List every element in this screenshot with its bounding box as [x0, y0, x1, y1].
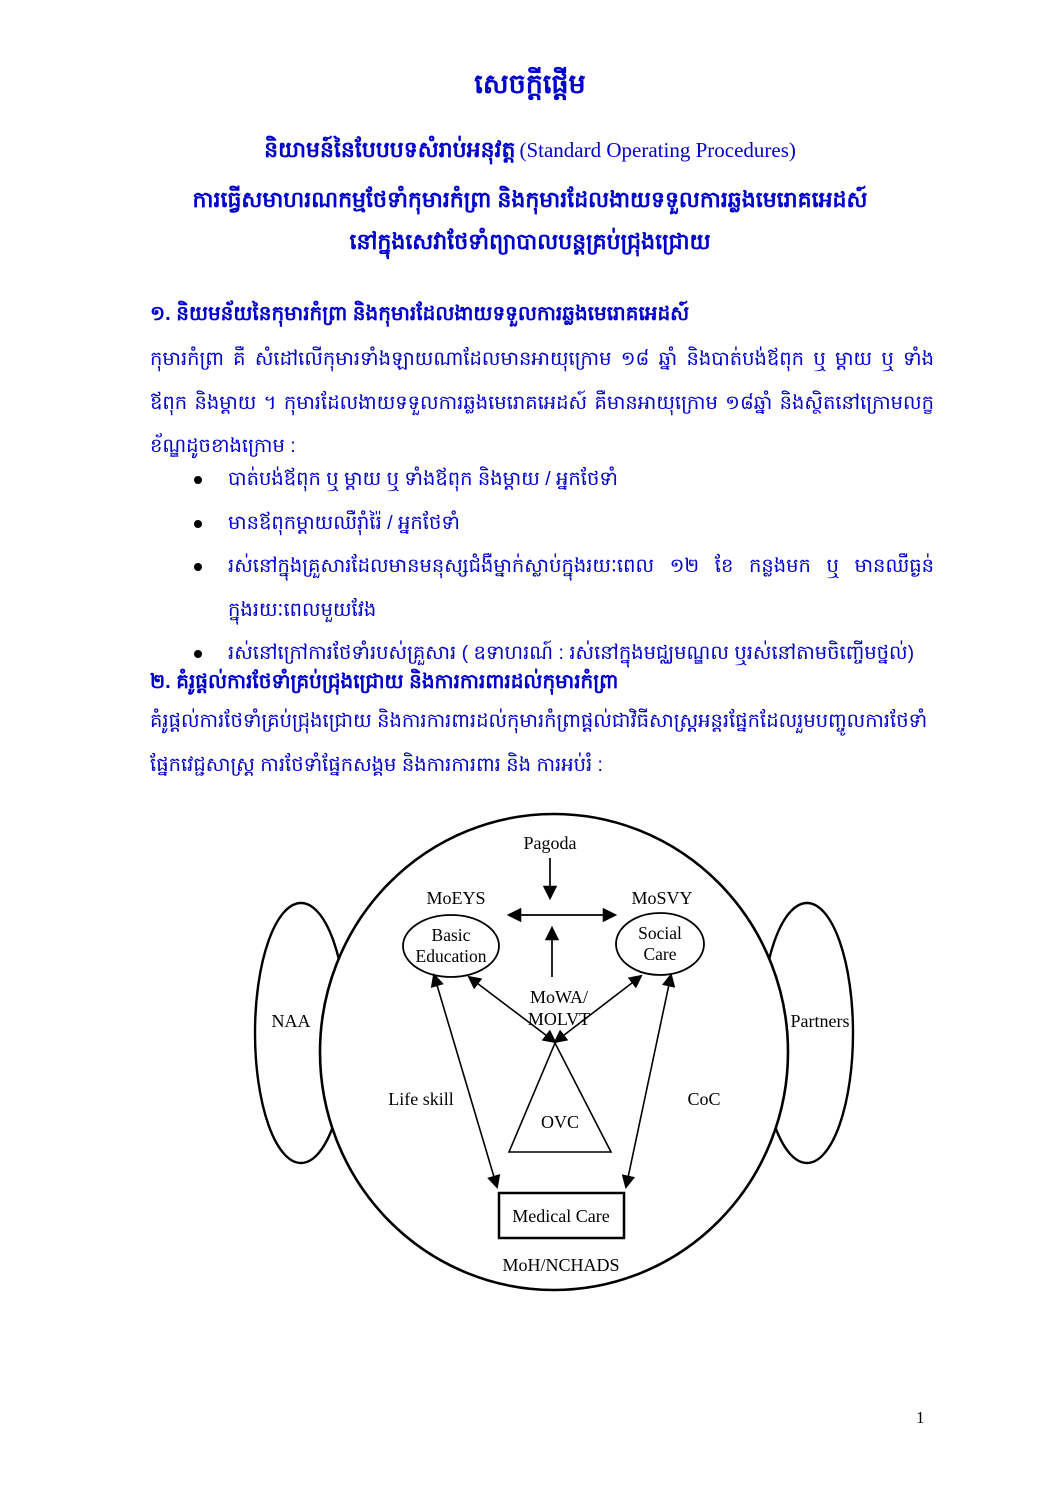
page-number: 1 [916, 1408, 925, 1427]
social-care-label-line1: Social [638, 923, 682, 943]
section1-paragraph: កុមារកំព្រា គឺ សំដៅលើកុមារទាំងឡាយណាដែលមានអាយុក្រោម ១៨ ឆ្នាំ និងបាត់បង់ឪពុក ឬ ម្ដាយ ឬ ទាំងឪពុក និងម្ដាយ ។ កុមារដែលងាយទទួលការឆ្លងមេរោគអេដស៍ គឺមានអាយុក្រោម ១៨ឆ្នាំ និងស្ថិតនៅក្រោមលក្ខខ័ណ្ឌដូចខាងក្រោម : [150, 348, 934, 457]
bullet-icon [194, 476, 202, 484]
subtitle-sop-khmer: និយាមន៍នៃបែបបទសំរាប់អនុវត្ត [264, 137, 516, 162]
bullet-text: មានឪពុកម្ដាយឈឺរ៉ាំរ៉ៃ / អ្នកថែទាំ [228, 511, 460, 534]
basic-education-label-line1: Basic [431, 925, 471, 945]
list-item [150, 545, 934, 632]
bullet-text: បាត់បង់ឪពុក ឬ ម្ដាយ ឬ ទាំងឪពុក និងម្ដាយ / អ្នកថែទាំ [228, 468, 618, 490]
life-skill-label: Life skill [388, 1089, 454, 1109]
ovc-coordination-diagram [243, 798, 868, 1303]
section2-paragraph: គំរូផ្ដល់ការថែទាំគ្រប់ជ្រុងជ្រោយ និងការការពារដល់កុមារកំព្រាផ្ដល់ជាវិធីសាស្ត្រអន្តរផ្នែកដែលរួមបញ្ចូលការថែទាំ ផ្នែកវេជ្ជសាស្ត្រ ការថែទាំផ្នែកសង្គម និងការការពារ និង ការអប់រំ : [150, 710, 928, 776]
partners-label: Partners [790, 1011, 850, 1031]
pagoda-label: Pagoda [523, 833, 577, 853]
bullet-text: រស់នៅក្នុងគ្រួសារដែលមានមនុស្សជំងឺម្នាក់ស្លាប់ក្នុងរយៈពេល ១២ ខែ កន្លងមក ឬ មានឈឺធ្ងន់ក្នុងរយៈពេលមួយវែង [228, 555, 934, 621]
basic-education-label-line2: Education [415, 946, 487, 966]
subtitle-sop [120, 128, 940, 175]
section1-heading: ១. និយមន័យនៃកុមារកំព្រា និងកុមារដែលងាយទទួលការឆ្លងមេរោគអេដស៍ [150, 303, 690, 325]
moh-nchads-label: MoH/NCHADS [502, 1255, 620, 1275]
bullet-text: រស់នៅក្រៅការថែទាំរបស់គ្រួសារ ( ឧទាហរណ៍ : រស់នៅក្នុងមជ្ឈមណ្ឌល ឬរស់នៅតាមចិញ្ចើមថ្នល់) [228, 642, 915, 664]
naa-label: NAA [271, 1011, 311, 1031]
subtitle-line4: នៅក្នុងសេវាថែទាំព្យាបាលបន្តគ្រប់ជ្រុងជ្រោយ [349, 229, 711, 254]
bullet-icon [194, 520, 202, 528]
mowa-label-line1: MoWA/ [530, 987, 588, 1007]
medical-care-label: Medical Care [512, 1206, 610, 1226]
moeys-label: MoEYS [426, 888, 486, 908]
social-care-label-line2: Care [643, 944, 677, 964]
bullet-icon [194, 650, 202, 658]
bullet-icon [194, 563, 202, 571]
list-item [150, 502, 934, 546]
section2-heading: ២. គំរូផ្ដល់ការថែទាំគ្រប់ជ្រុងជ្រោយ និងការការពារដល់កុមារកំព្រា [150, 671, 619, 693]
section1-bullet-list [150, 458, 934, 676]
list-item [150, 458, 934, 502]
subtitle-sop-english: (Standard Operating Procedures) [519, 138, 796, 162]
coc-label: CoC [687, 1089, 721, 1109]
mosvy-label: MoSVY [631, 888, 693, 908]
mowa-label-line2: MOLVT [527, 1009, 591, 1029]
document-title: សេចក្ដីផ្ដើម [474, 69, 586, 99]
subtitle-line3: ការធ្វើសមាហរណកម្មថែទាំកុមារកំព្រា និងកុមារដែលងាយទទួលការឆ្លងមេរោគអេដស៍ [192, 187, 868, 212]
ovc-label: OVC [540, 1112, 580, 1132]
